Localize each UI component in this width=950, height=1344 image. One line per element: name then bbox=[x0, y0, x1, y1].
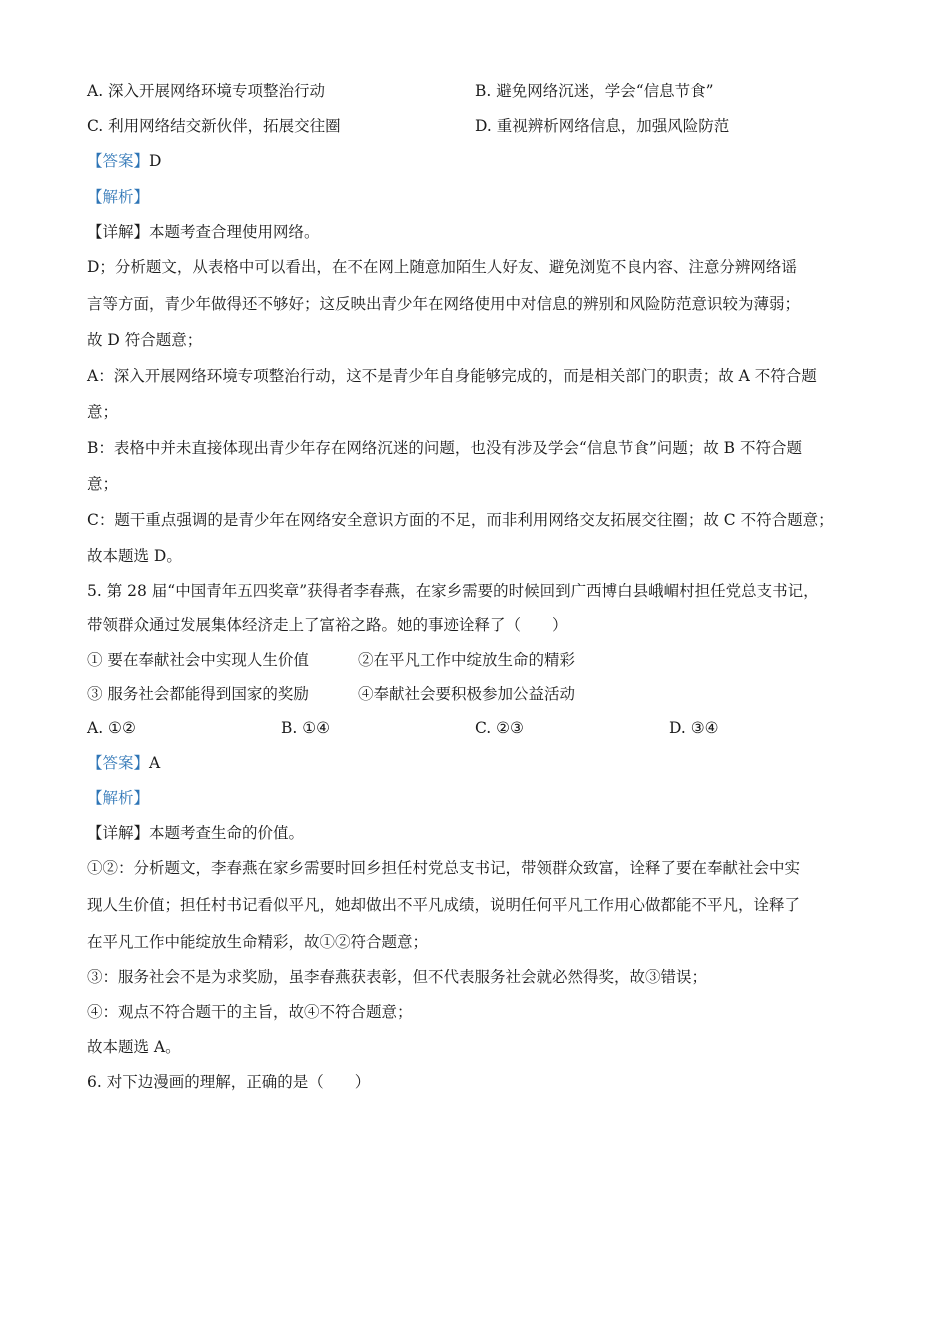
q4-explanation-line: B：表格中并未直接体现出青少年存在网络沉迷的问题，也没有涉及学会“信息节食”问题；故 B 不符合题 bbox=[87, 439, 802, 457]
q4-option-d: D. 重视辨析网络信息，加强风险防范 bbox=[475, 117, 730, 135]
q5-answer bbox=[87, 753, 160, 773]
q5-option-d: D. ③④ bbox=[669, 719, 719, 737]
q4-explanation-line: 故本题选 D。 bbox=[87, 547, 182, 565]
answer-label: 【答案】 bbox=[87, 152, 150, 170]
q4-analysis-label: 【解析】 bbox=[87, 188, 150, 206]
q5-option-c: C. ②③ bbox=[475, 719, 524, 737]
q5-explanation-line: ③：服务社会不是为求奖励，虽李春燕获表彰，但不代表服务社会就必然得奖，故③错误； bbox=[87, 968, 708, 986]
q5-detail bbox=[87, 823, 304, 843]
q6-stem: 6. 对下边漫画的理解，正确的是（ ） bbox=[87, 1073, 371, 1091]
q4-option-a: A. 深入开展网络环境专项整治行动 bbox=[87, 82, 326, 100]
q5-explanation-line: 故本题选 A。 bbox=[87, 1038, 181, 1056]
answer-label: 【答案】 bbox=[87, 754, 150, 772]
q5-analysis-label: 【解析】 bbox=[87, 789, 150, 807]
q5-explanation-line: 现人生价值；担任村书记看似平凡，她却做出不平凡成绩，说明任何平凡工作用心做都能不平凡，诠释了 bbox=[87, 896, 801, 914]
q5-statement-2: ②在平凡工作中绽放生命的精彩 bbox=[358, 651, 576, 669]
q4-explanation-line: C：题干重点强调的是青少年在网络安全意识方面的不足，而非利用网络交友拓展交往圈；故 C 不符合题意； bbox=[87, 511, 834, 529]
q5-explanation-line: 在平凡工作中能绽放生命精彩，故①②符合题意； bbox=[87, 933, 429, 951]
q4-answer bbox=[87, 151, 161, 171]
answer-value: A bbox=[149, 754, 161, 772]
q5-explanation-line: ④：观点不符合题干的主旨，故④不符合题意； bbox=[87, 1003, 413, 1021]
q5-option-a: A. ①② bbox=[87, 719, 136, 737]
detail-label: 【详解】 bbox=[87, 223, 150, 241]
q4-detail bbox=[87, 222, 320, 242]
q4-explanation-line: A：深入开展网络环境专项整治行动，这不是青少年自身能够完成的，而是相关部门的职责；故 A 不符合题 bbox=[87, 367, 817, 385]
q4-option-c: C. 利用网络结交新伙伴，拓展交往圈 bbox=[87, 117, 341, 135]
q5-explanation-line: ①②：分析题文，李春燕在家乡需要时回乡担任村党总支书记，带领群众致富，诠释了要在奉献社会中实 bbox=[87, 859, 801, 877]
q4-explanation-line: D；分析题文，从表格中可以看出，在不在网上随意加陌生人好友、避免浏览不良内容、注意分辨网络谣 bbox=[87, 258, 797, 276]
q5-stem-line: 带领群众通过发展集体经济走上了富裕之路。她的事迹诠释了（ ） bbox=[87, 616, 568, 634]
q5-stem-line: 5. 第 28 届“中国青年五四奖章”获得者李春燕，在家乡需要的时候回到广西博白县峨嵋村担任党总支书记， bbox=[87, 582, 819, 600]
q4-explanation-line: 言等方面，青少年做得还不够好；这反映出青少年在网络使用中对信息的辨别和风险防范意识较为薄弱； bbox=[87, 295, 801, 313]
q5-option-b: B. ①④ bbox=[281, 719, 331, 737]
q4-explanation-line: 意； bbox=[87, 475, 119, 493]
q4-explanation-line: 意； bbox=[87, 403, 119, 421]
q5-statement-3: ③ 服务社会都能得到国家的奖励 bbox=[87, 685, 309, 703]
q4-explanation-line: 故 D 符合题意； bbox=[87, 331, 203, 349]
answer-value: D bbox=[149, 152, 162, 170]
q5-statement-1: ① 要在奉献社会中实现人生价值 bbox=[87, 651, 309, 669]
detail-text: 本题考查生命的价值。 bbox=[149, 824, 305, 842]
detail-label: 【详解】 bbox=[87, 824, 150, 842]
q5-statement-4: ④奉献社会要积极参加公益活动 bbox=[358, 685, 576, 703]
detail-text: 本题考查合理使用网络。 bbox=[149, 223, 320, 241]
q4-option-b: B. 避免网络沉迷，学会“信息节食” bbox=[475, 82, 714, 100]
